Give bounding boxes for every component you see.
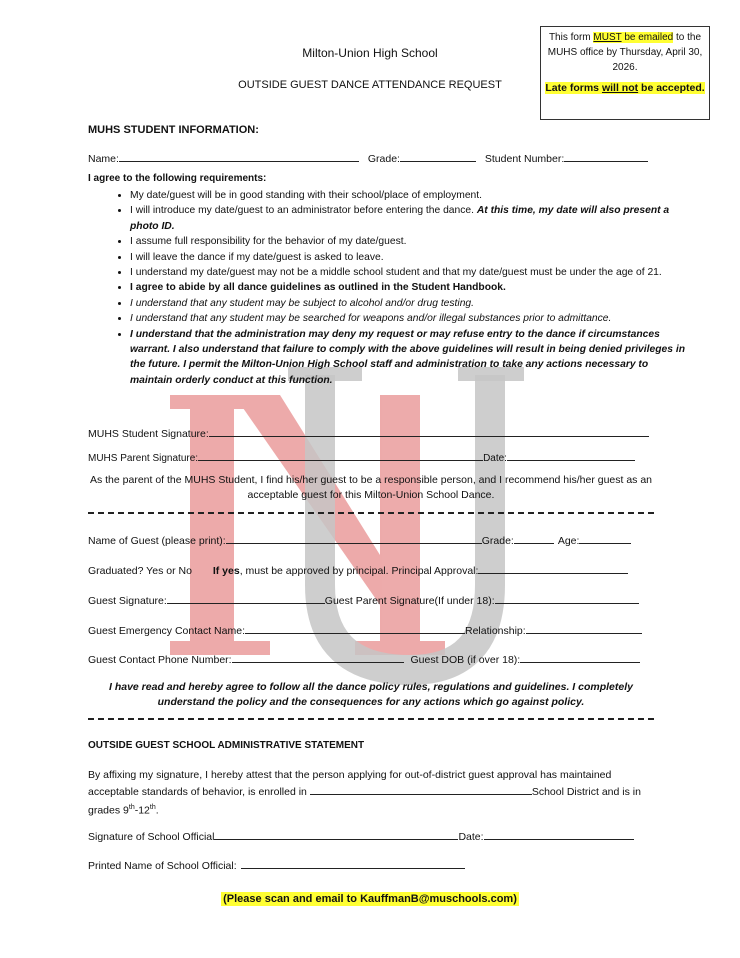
- parent-statement: As the parent of the MUHS Student, I find his/her guest to be a responsible person, and I recommend his/her guest as an acceptable guest for this Milton-Union School Dance.: [89, 474, 653, 501]
- guest-age-field[interactable]: [579, 532, 631, 544]
- student-grade-field[interactable]: [400, 150, 476, 162]
- parent-signature-row: MUHS Parent Signature: Date:: [88, 449, 635, 464]
- guest-signature-field[interactable]: [167, 592, 325, 604]
- student-signature-field[interactable]: [209, 425, 649, 437]
- guest-phone-field[interactable]: [232, 651, 404, 663]
- list-item: • My date/guest will be in good standing with their school/place of employment.: [130, 188, 690, 203]
- late-forms-warning: Late forms will not be accepted.: [545, 82, 705, 94]
- divider: [88, 718, 654, 720]
- list-item: • I understand that the administration may deny my request or may refuse entry to the dance if circumstances warrant. I also understand that failure to comply with the above guidelines will result in being denied privileges in the future. I permit the Milton-Union High School staff and administration to take any actions necessary to maintain orderly conduct at this function.: [130, 327, 690, 389]
- list-item: • I understand that any student may be subject to alcohol and/or drug testing.: [130, 296, 690, 311]
- official-signature-row: Signature of School Official Date:: [88, 828, 634, 843]
- school-name: Milton-Union High School: [302, 46, 438, 60]
- email-instruction: (Please scan and email to KauffmanB@muschools.com): [223, 893, 517, 905]
- student-info-heading: MUHS STUDENT INFORMATION:: [88, 124, 259, 136]
- printed-name-field[interactable]: [241, 857, 465, 869]
- requirements-intro: I agree to the following requirements:: [88, 173, 267, 184]
- list-item: • I understand that any student may be searched for weapons and/or illegal substances prior to admittance.: [130, 311, 690, 326]
- guest-phone-row: Guest Contact Phone Number: Guest DOB (if over 18):: [88, 651, 640, 666]
- must-highlight: MUST: [593, 32, 622, 43]
- admin-statement: By affixing my signature, I hereby attest that the person applying for out-of-district guest approval has maintained acceptable standards of behavior, is enrolled in School District and is in grades 9th-12th.: [88, 769, 641, 817]
- official-date-field[interactable]: [484, 828, 634, 840]
- emergency-contact-row: Guest Emergency Contact Name: Relationship:: [88, 622, 642, 637]
- guest-grade-field[interactable]: [514, 532, 554, 544]
- student-number-field[interactable]: [564, 150, 648, 162]
- form-title: OUTSIDE GUEST DANCE ATTENDANCE REQUEST: [238, 79, 502, 91]
- official-signature-field[interactable]: [214, 828, 458, 840]
- printed-name-row: Printed Name of School Official:: [88, 857, 465, 872]
- divider: [88, 512, 654, 514]
- student-signature-row: MUHS Student Signature:: [88, 425, 649, 440]
- student-name-field[interactable]: [119, 150, 359, 162]
- guest-parent-signature-field[interactable]: [495, 592, 639, 604]
- list-item: • I assume full responsibility for the behavior of my date/guest.: [130, 234, 690, 249]
- guest-signature-row: Guest Signature: Guest Parent Signature(If under 18):: [88, 592, 639, 607]
- admin-statement-heading: OUTSIDE GUEST SCHOOL ADMINISTRATIVE STATEMENT: [88, 740, 365, 751]
- list-item: • I will leave the dance if my date/guest is asked to leave.: [130, 250, 690, 265]
- list-item: • I will introduce my date/guest to an administrator before entering the dance. At this time, my date will also present a photo ID.: [130, 203, 690, 234]
- school-district-field[interactable]: [310, 783, 532, 795]
- requirements-list: [100, 188, 690, 388]
- relationship-field[interactable]: [526, 622, 642, 634]
- emergency-contact-field[interactable]: [245, 622, 465, 634]
- principal-approval-field[interactable]: [478, 562, 628, 574]
- list-item: • I agree to abide by all dance guidelines as outlined in the Student Handbook.: [130, 280, 690, 295]
- guest-name-field[interactable]: [226, 532, 482, 544]
- guest-dob-field[interactable]: [520, 651, 640, 663]
- student-info-row: Name: Grade: Student Number:: [88, 150, 648, 165]
- graduated-row: Graduated? Yes or No If yes, must be approved by principal. Principal Approval:: [88, 562, 628, 577]
- parent-date-field[interactable]: [507, 449, 635, 461]
- parent-signature-field[interactable]: [198, 449, 483, 461]
- guest-agreement: I have read and hereby agree to follow all the dance policy rules, regulations and guidelines. I completely understand the policy and the consequences for any actions which go against policy.: [109, 681, 633, 708]
- guest-name-row: Name of Guest (please print): Grade: Age:: [88, 532, 631, 547]
- list-item: • I understand my date/guest may not be a middle school student and that my date/guest must be under the age of 21.: [130, 265, 690, 280]
- email-deadline-notice: This form MUST be emailed to the MUHS office by Thursday, April 30, 2026. Late forms will not be accepted.: [540, 26, 710, 120]
